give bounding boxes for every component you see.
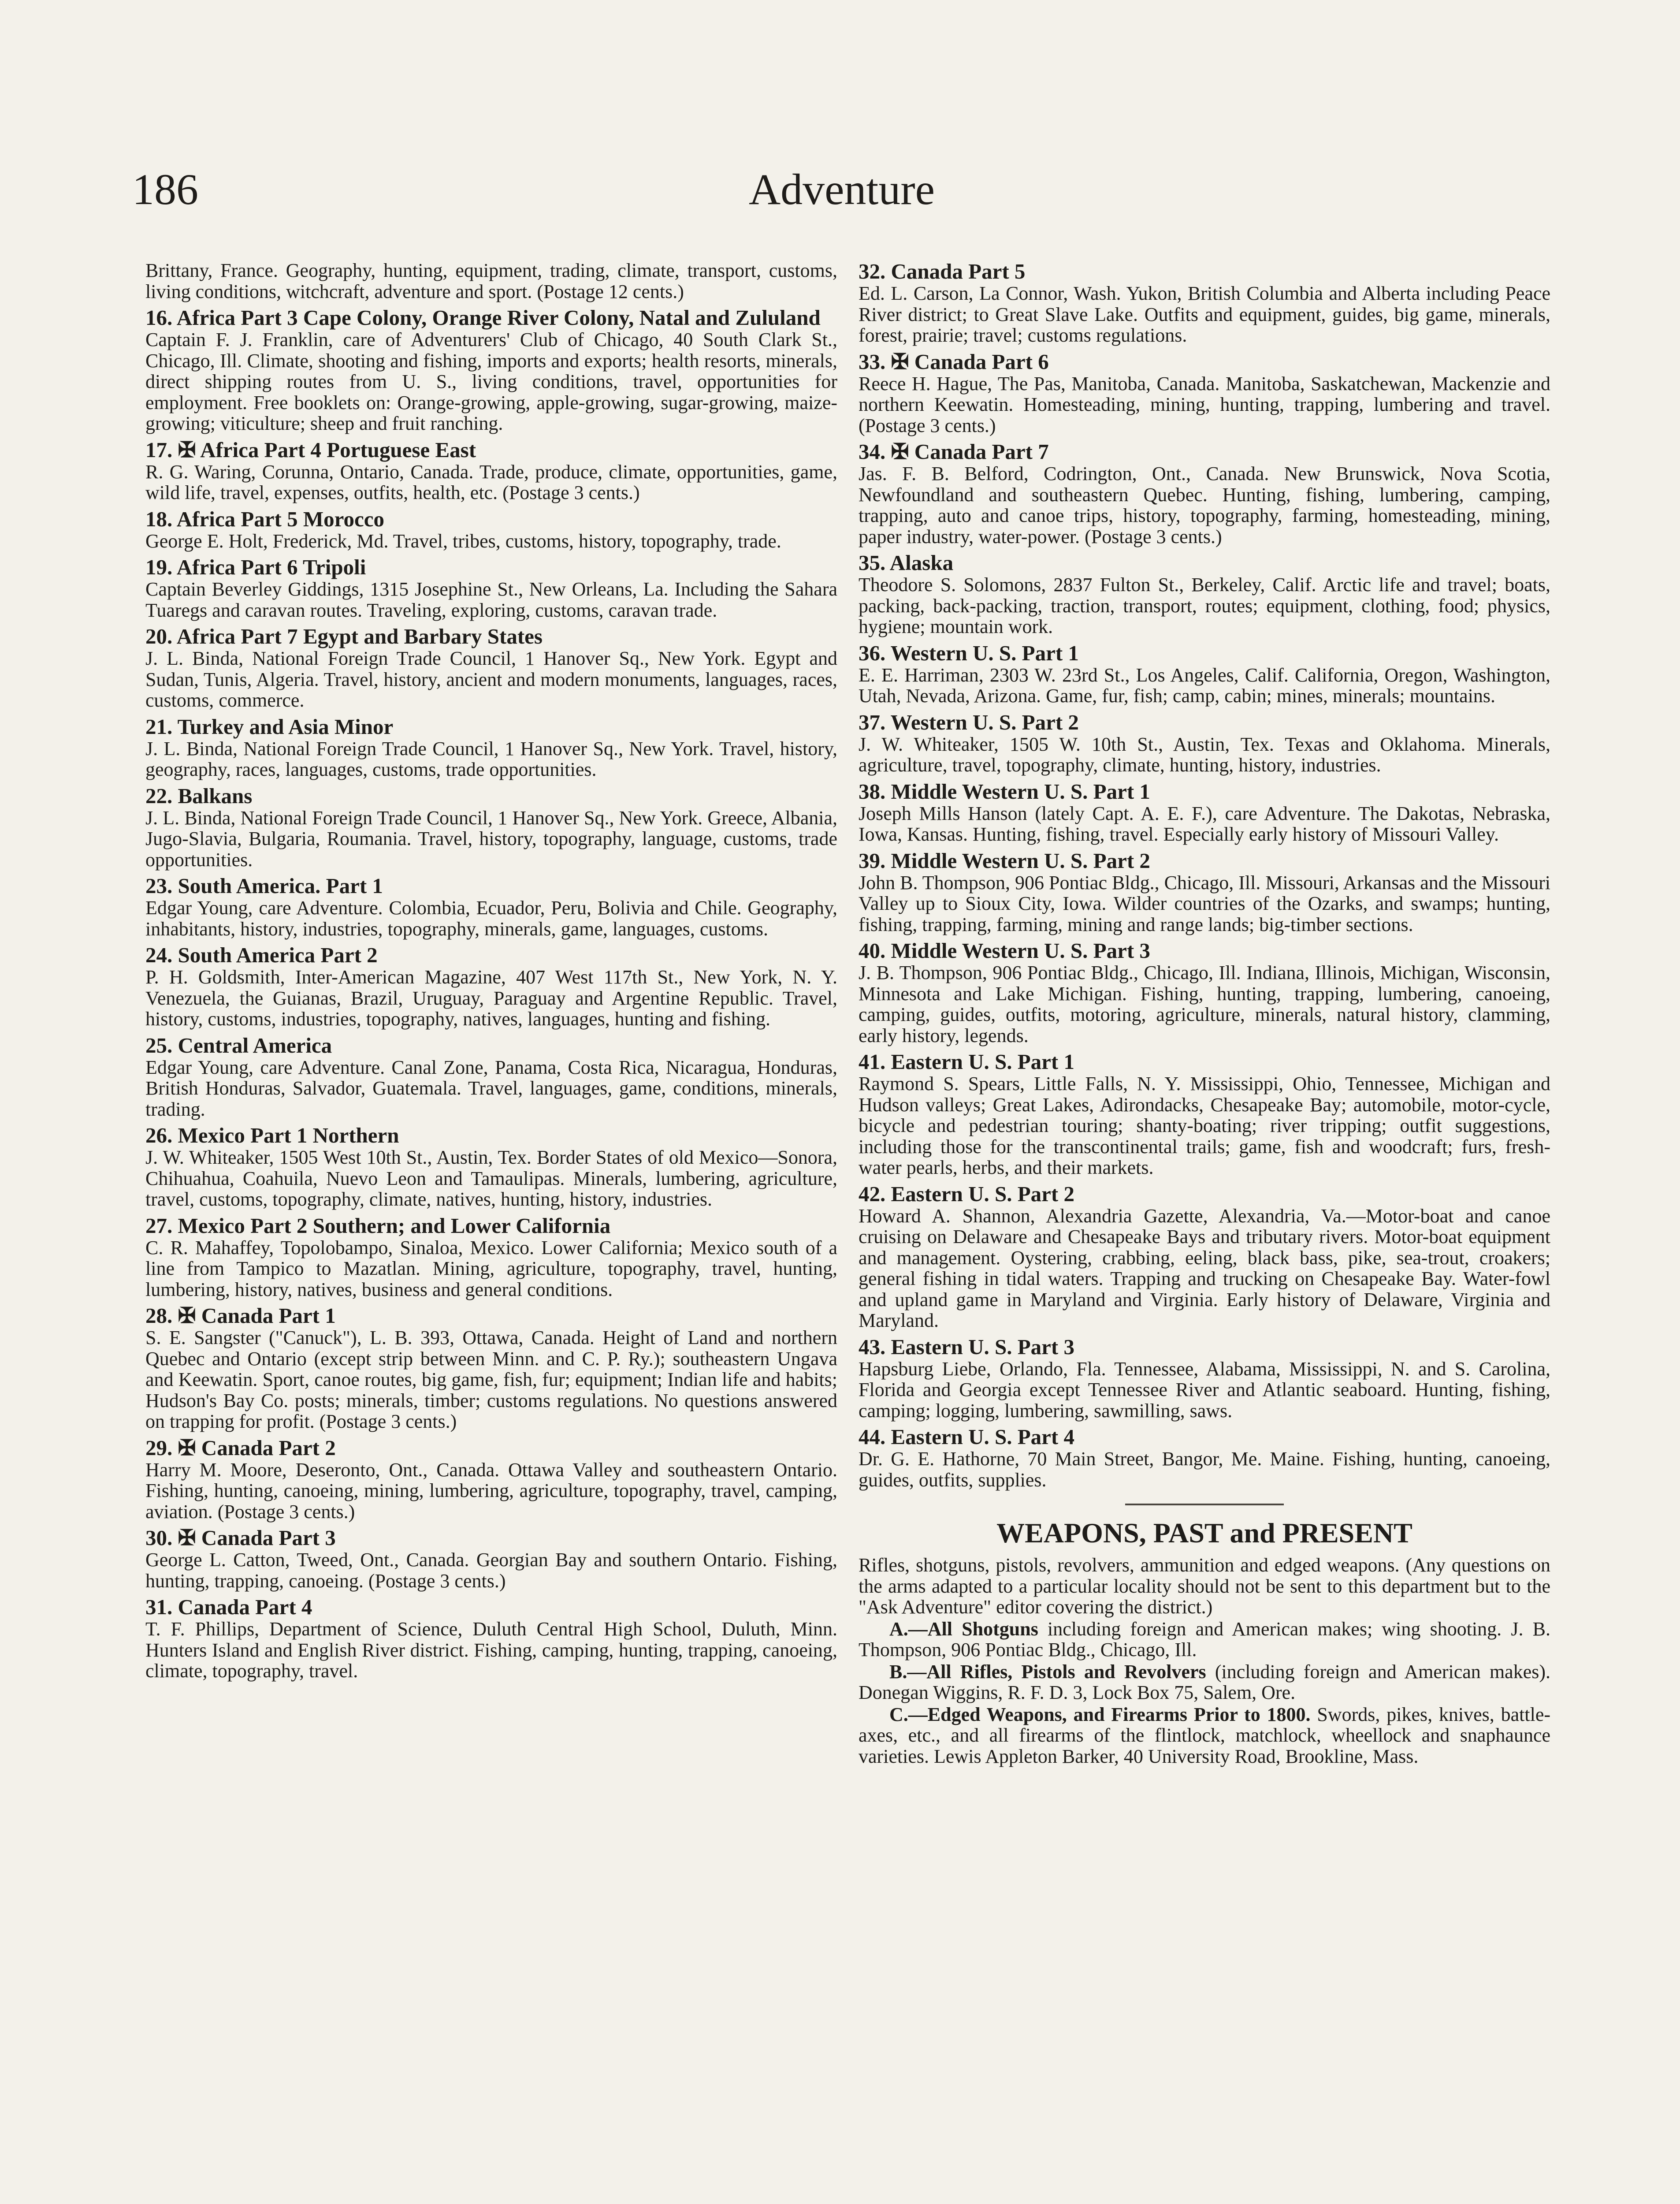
entry-36 xyxy=(859,642,1550,707)
entry-body: Captain Beverley Giddings, 1315 Josephine St., New Orleans, La. Including the Sahara Tuaregs and caravan routes. Traveling, exploring, customs, caravan trade. xyxy=(145,578,837,621)
weapons-item-b xyxy=(859,1661,1550,1703)
entry-body: J. W. Whiteaker, 1505 W. 10th St., Austin, Tex. Texas and Oklahoma. Minerals, agriculture, travel, topography, climate, hunting, history, industries. xyxy=(859,733,1550,776)
entry-body: J. L. Binda, National Foreign Trade Council, 1 Hanover Sq., New York. Egypt and Sudan, Tunis, Algeria. Travel, history, ancient and modern monuments, languages, races, customs, commerce. xyxy=(145,648,837,711)
entry-26 xyxy=(145,1124,837,1210)
entry-30 xyxy=(145,1526,837,1591)
weapons-item-c xyxy=(859,1704,1550,1767)
entry-body: Reece H. Hague, The Pas, Manitoba, Canada. Manitoba, Saskatchewan, Mackenzie and northern Keewatin. Homesteading, mining, hunting, trapping, lumbering and travel. (Postage 3 cents.) xyxy=(859,372,1550,436)
entry-15-continued xyxy=(145,260,837,302)
entry-heading: 21. Turkey and Asia Minor xyxy=(145,714,394,739)
entry-body: E. E. Harriman, 2303 W. 23rd St., Los Angeles, Calif. California, Oregon, Washington, Utah, Nevada, Arizona. Game, fur, fish; camp, cabin; mines, minerals; mountains. xyxy=(859,664,1550,707)
entry-heading: 34. ✠ Canada Part 7 xyxy=(859,439,1049,464)
entry-body: John B. Thompson, 906 Pontiac Bldg., Chicago, Ill. Missouri, Arkansas and the Missouri Valley up to Sioux City, Iowa. Wilder countries of the Ozarks, and swamps; hunting, fishing, trapping, farming, mining and range lands; big-timber sections. xyxy=(859,871,1550,935)
entry-body: George L. Catton, Tweed, Ont., Canada. Georgian Bay and southern Ontario. Fishing, hunting, trapping, canoeing. (Postage 3 cents.) xyxy=(145,1549,837,1592)
entry-heading: 39. Middle Western U. S. Part 2 xyxy=(859,848,1150,873)
entry-heading: 24. South America Part 2 xyxy=(145,943,378,967)
entry-31 xyxy=(145,1596,837,1682)
weapons-item-text: including foreign and American makes; wing shooting. J. B. Thompson, 906 Pontiac Bldg., Chicago, Ill. xyxy=(859,1618,1550,1660)
entry-heading: 42. Eastern U. S. Part 2 xyxy=(859,1181,1074,1206)
entry-body: Brittany, France. Geography, hunting, equipment, trading, climate, transport, customs, living conditions, witchcraft, adventure and sport. (Postage 12 cents.) xyxy=(145,260,837,302)
entry-heading: 44. Eastern U. S. Part 4 xyxy=(859,1425,1074,1449)
entry-40 xyxy=(859,939,1550,1046)
entry-heading: 27. Mexico Part 2 Southern; and Lower California xyxy=(145,1213,611,1238)
entry-heading: 18. Africa Part 5 Morocco xyxy=(145,506,384,531)
entry-heading: 28. ✠ Canada Part 1 xyxy=(145,1303,336,1328)
entry-22 xyxy=(145,785,837,871)
entry-heading: 30. ✠ Canada Part 3 xyxy=(145,1526,336,1550)
entry-heading: 33. ✠ Canada Part 6 xyxy=(859,349,1049,374)
entry-19 xyxy=(145,556,837,621)
entry-heading: 25. Central America xyxy=(145,1033,332,1057)
entry-body: R. G. Waring, Corunna, Ontario, Canada. Trade, produce, climate, opportunities, game, wild life, travel, expenses, outfits, health, etc. (Postage 3 cents.) xyxy=(145,461,837,503)
entry-body: Dr. G. E. Hathorne, 70 Main Street, Bangor, Me. Maine. Fishing, hunting, canoeing, guides, outfits, supplies. xyxy=(859,1448,1550,1491)
weapons-item-a xyxy=(859,1619,1550,1660)
weapons-item-text: (including foreign and American makes). Donegan Wiggins, R. F. D. 3, Lock Box 75, Salem, Ore. xyxy=(859,1660,1551,1703)
entry-39 xyxy=(859,849,1550,935)
weapons-item-label: B.—All Rifles, Pistols and Revolvers xyxy=(889,1660,1206,1683)
entry-35 xyxy=(859,551,1550,637)
entry-heading: 31. Canada Part 4 xyxy=(145,1595,312,1619)
entry-body: Ed. L. Carson, La Connor, Wash. Yukon, British Columbia and Alberta including Peace River district; to Great Slave Lake. Outfits and equipment, guides, big game, minerals, forest, prairie; travel; customs regulations. xyxy=(859,283,1550,346)
entry-18 xyxy=(145,508,837,552)
entry-body: Joseph Mills Hanson (lately Capt. A. E. F.), care Adventure. The Dakotas, Nebraska, Iowa, Kansas. Hunting, fishing, travel. Especially early history of Missouri Valley. xyxy=(859,802,1550,845)
entry-37 xyxy=(859,711,1550,776)
entry-42 xyxy=(859,1183,1550,1331)
entry-33 xyxy=(859,350,1550,436)
entry-heading: 37. Western U. S. Part 2 xyxy=(859,710,1079,734)
entry-16 xyxy=(145,306,837,434)
entry-heading: 40. Middle Western U. S. Part 3 xyxy=(859,938,1150,963)
entry-heading: 22. Balkans xyxy=(145,783,253,808)
weapons-section xyxy=(859,1518,1550,1767)
entry-heading: 20. Africa Part 7 Egypt and Barbary States xyxy=(145,624,543,648)
entry-body: Edgar Young, care Adventure. Canal Zone, Panama, Costa Rica, Nicaragua, Honduras, British Honduras, Salvador, Guatemala. Travel, languages, game, conditions, minerals, trading. xyxy=(145,1056,837,1120)
entry-28 xyxy=(145,1304,837,1432)
entry-heading: 29. ✠ Canada Part 2 xyxy=(145,1435,336,1460)
entry-body: Theodore S. Solomons, 2837 Fulton St., Berkeley, Calif. Arctic life and travel; boats, packing, back-packing, traction, transport, routes; equipment, clothing, food; physics, hygiene; mountain work. xyxy=(859,574,1550,637)
entry-heading: 32. Canada Part 5 xyxy=(859,259,1026,283)
right-column xyxy=(859,260,1550,1768)
entry-41 xyxy=(859,1050,1550,1178)
page-number: 186 xyxy=(132,165,198,214)
weapons-item-label: A.—All Shotguns xyxy=(889,1618,1038,1640)
entry-body: Edgar Young, care Adventure. Colombia, Ecuador, Peru, Bolivia and Chile. Geography, inhabitants, history, industries, topography, minerals, game, languages, customs. xyxy=(145,897,837,940)
entry-44 xyxy=(859,1426,1550,1490)
entry-heading: 23. South America. Part 1 xyxy=(145,874,383,898)
entry-heading: 17. ✠ Africa Part 4 Portuguese East xyxy=(145,437,476,462)
entry-body: Howard A. Shannon, Alexandria Gazette, Alexandria, Va.—Motor-boat and canoe cruising on Delaware and Chesapeake Bays and tributary rivers. Motor-boat equipment and management. Oystering, crabbing, eeling, black bass, pike, sea-trout, croakers; general fishing in tidal waters. Trapping and trucking on Chesapeake Bay. Water-fowl and upland game in Maryland and Virginia. Early history of Delaware, Virginia and Maryland. xyxy=(859,1205,1550,1331)
entry-heading: 43. Eastern U. S. Part 3 xyxy=(859,1334,1074,1359)
entry-heading: 16. Africa Part 3 Cape Colony, Orange River Colony, Natal and Zululand xyxy=(145,305,821,330)
entry-heading: 35. Alaska xyxy=(859,551,954,575)
weapons-section-title: WEAPONS, PAST and PRESENT xyxy=(996,1517,1412,1549)
entry-heading: 41. Eastern U. S. Part 1 xyxy=(859,1050,1074,1074)
entry-body: C. R. Mahaffey, Topolobampo, Sinaloa, Mexico. Lower California; Mexico south of a line from Tampico to Mazatlan. Mining, agriculture, topography, travel, hunting, lumbering, history, natives, business and general conditions. xyxy=(145,1236,837,1300)
entry-25 xyxy=(145,1034,837,1120)
entry-24 xyxy=(145,944,837,1030)
entry-body: J. L. Binda, National Foreign Trade Council, 1 Hanover Sq., New York. Travel, history, geography, races, languages, customs, trade opportunities. xyxy=(145,737,837,780)
entry-34 xyxy=(859,440,1550,547)
entry-body: J. L. Binda, National Foreign Trade Council, 1 Hanover Sq., New York. Greece, Albania, Jugo-Slavia, Bulgaria, Roumania. Travel, history, topography, language, customs, trade opportunities. xyxy=(145,807,837,871)
weapons-intro: Rifles, shotguns, pistols, revolvers, ammunition and edged weapons. (Any questions on the arms adapted to a particular locality should not be sent to this department but to the "Ask Adventure" editor covering the district.) xyxy=(859,1554,1550,1618)
entry-43 xyxy=(859,1336,1550,1422)
entry-body: P. H. Goldsmith, Inter-American Magazine, 407 West 117th St., New York, N. Y. Venezuela, the Guianas, Brazil, Uruguay, Paraguay and Argentine Republic. Travel, history, customs, industries, topography, natives, languages, hunting and fishing. xyxy=(145,966,837,1030)
entry-heading: 36. Western U. S. Part 1 xyxy=(859,640,1079,665)
page-header xyxy=(132,164,1551,230)
entry-body: Harry M. Moore, Deseronto, Ont., Canada. Ottawa Valley and southeastern Ontario. Fishing, hunting, canoeing, mining, lumbering, agriculture, topography, travel, camping, aviation. (Postage 3 cents.) xyxy=(145,1459,837,1523)
weapons-item-text: Swords, pikes, knives, battle-axes, etc., and all firearms of the flintlock, matchlock, wheellock and snaphaunce varieties. Lewis Appleton Barker, 40 University Road, Brookline, Mass. xyxy=(859,1703,1551,1767)
entry-heading: 19. Africa Part 6 Tripoli xyxy=(145,555,366,579)
entry-body: J. W. Whiteaker, 1505 West 10th St., Austin, Tex. Border States of old Mexico—Sonora, Chihuahua, Coahuila, Nuevo Leon and Tamaulipas. Minerals, lumbering, agriculture, travel, customs, topography, climate, natives, hunting, history, industries. xyxy=(145,1147,837,1210)
entry-29 xyxy=(145,1437,837,1523)
entry-heading: 38. Middle Western U. S. Part 1 xyxy=(859,779,1150,804)
entry-body: Hapsburg Liebe, Orlando, Fla. Tennessee, Alabama, Mississippi, N. and S. Carolina, Florida and Georgia except Tennessee River and Atlantic seaboard. Hunting, fishing, camping; logging, lumbering, sawmilling, saws. xyxy=(859,1358,1550,1422)
entry-23 xyxy=(145,875,837,939)
section-divider xyxy=(1125,1504,1284,1505)
entry-body: S. E. Sangster ("Canuck"), L. B. 393, Ottawa, Canada. Height of Land and northern Quebec and Ontario (except strip between Minn. and C. P. Ry.); southeastern Ungava and Keewatin. Sport, canoe routes, big game, fish, fur; equipment; Indian life and habits; Hudson's Bay Co. posts; minerals, timber; customs regulations. No questions answered on trapping for profit. (Postage 3 cents.) xyxy=(145,1327,837,1432)
entry-20 xyxy=(145,625,837,711)
entry-body: Raymond S. Spears, Little Falls, N. Y. Mississippi, Ohio, Tennessee, Michigan and Hudson valleys; Great Lakes, Adirondacks, Chesapeake Bay; automobile, motor-cycle, bicycle and pedestrian touring; shanty-boating; river tripping; outfit suggestions, including those for the transcontinental trails; game, fish and woodcraft; furs, fresh-water pearls, herbs, and their markets. xyxy=(859,1073,1550,1178)
entry-body: Jas. F. B. Belford, Codrington, Ont., Canada. New Brunswick, Nova Scotia, Newfoundland and southeastern Quebec. Hunting, fishing, lumbering, camping, trapping, auto and canoe trips, history, topography, farming, homesteading, mining, paper industry, water-power. (Postage 3 cents.) xyxy=(859,463,1550,547)
entry-body: George E. Holt, Frederick, Md. Travel, tribes, customs, history, topography, trade. xyxy=(145,530,781,552)
running-title: Adventure xyxy=(748,165,935,214)
entry-17 xyxy=(145,439,837,503)
entry-27 xyxy=(145,1214,837,1300)
left-column xyxy=(145,260,837,1686)
entry-heading: 26. Mexico Part 1 Northern xyxy=(145,1123,399,1147)
entry-body: Captain F. J. Franklin, care of Adventurers' Club of Chicago, 40 South Clark St., Chicago, Ill. Climate, shooting and fishing, imports and exports; health resorts, minerals, direct shipping routes from U. S., living conditions, travel, opportunities for employment. Free booklets on: Orange-growing, apple-growing, sugar-growing, maize-growing; viticulture; sheep and fruit ranching. xyxy=(145,329,837,434)
weapons-item-label: C.—Edged Weapons, and Firearms Prior to 1800. xyxy=(889,1703,1311,1725)
entry-body: T. F. Phillips, Department of Science, Duluth Central High School, Duluth, Minn. Hunters Island and English River district. Fishing, camping, hunting, trapping, canoeing, climate, topography, travel. xyxy=(145,1618,837,1682)
entry-32 xyxy=(859,260,1550,346)
entry-38 xyxy=(859,780,1550,845)
entry-21 xyxy=(145,715,837,780)
entry-body: J. B. Thompson, 906 Pontiac Bldg., Chicago, Ill. Indiana, Illinois, Michigan, Wisconsin, Minnesota and Lake Michigan. Fishing, hunting, trapping, lumbering, canoeing, camping, guides, outfits, motoring, agriculture, minerals, natural history, clamming, early history, legends. xyxy=(859,962,1550,1046)
